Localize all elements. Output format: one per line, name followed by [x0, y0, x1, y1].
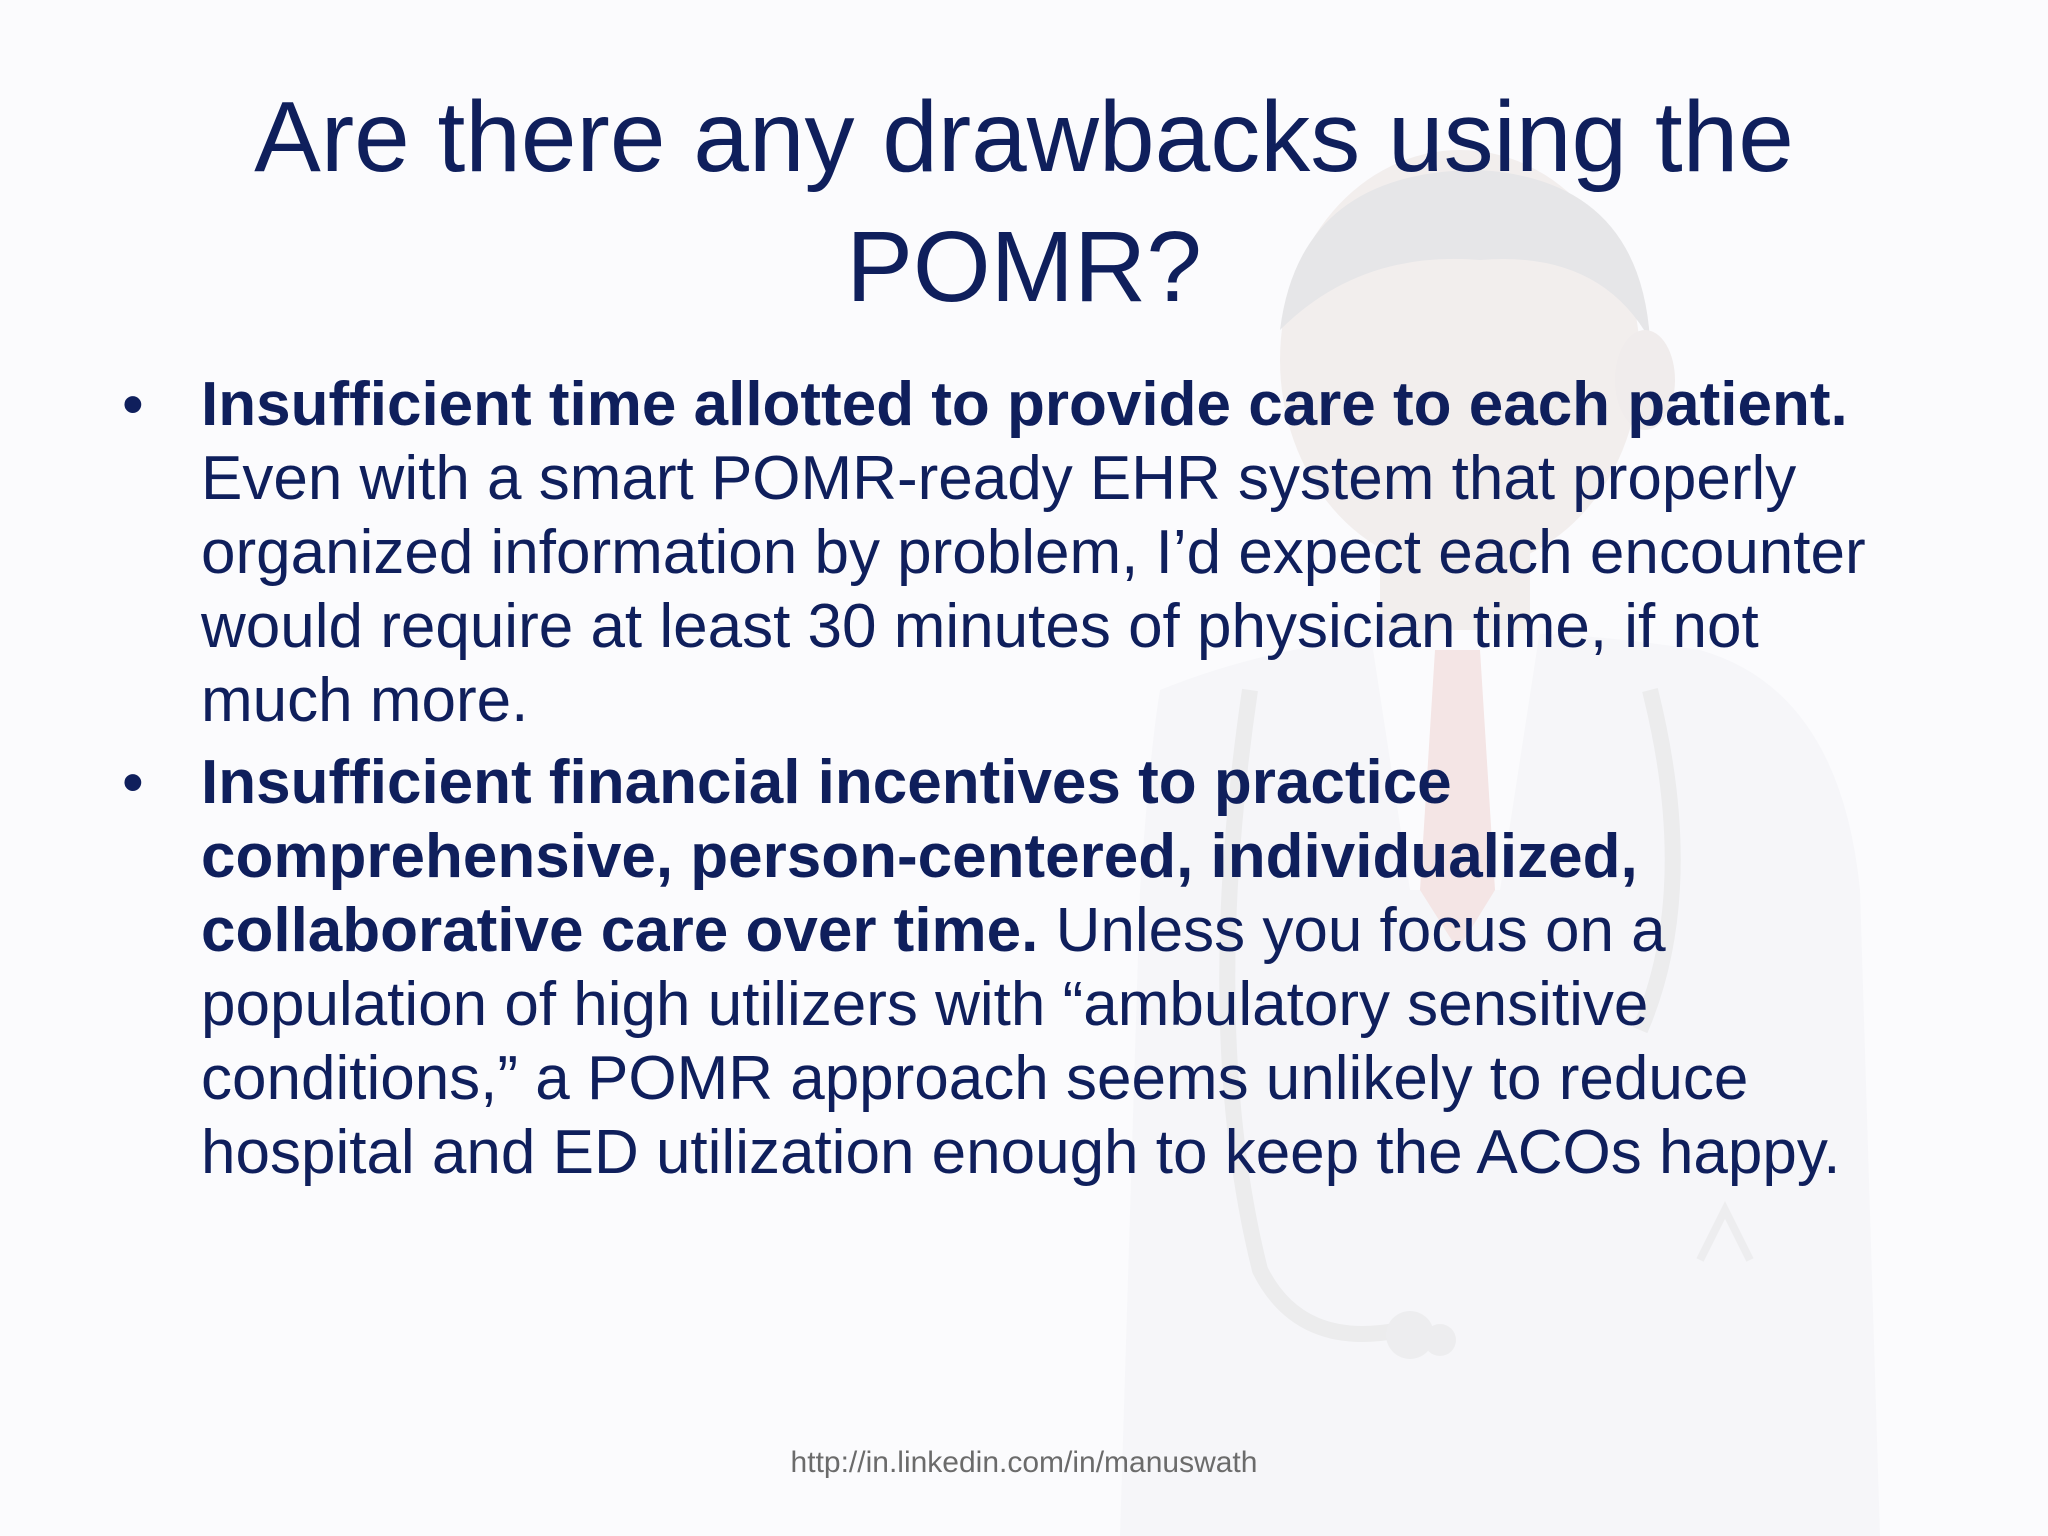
bullet-body: Unless you focus on a population of high utilizers with “ambulatory sensitive conditions,” a POMR approach seems unlikely to reduce hospital and ED utilization enough to keep the ACOs happy. [201, 896, 1841, 1187]
title-line-1: Are there any drawbacks using the [254, 81, 1794, 193]
bullet-heading: Insufficient financial incentives to practice comprehensive, person-centered, individualized, collaborative care over time. [201, 748, 1638, 965]
bullet-marker: • [122, 748, 144, 817]
bullet-item-time [118, 368, 1918, 738]
bullet-item-incentives [118, 746, 1918, 1190]
bullet-list [118, 368, 1918, 1198]
page-title [150, 72, 1898, 332]
bullet-heading: Insufficient time allotted to provide care to each patient. [201, 370, 1848, 439]
bullet-marker: • [122, 370, 144, 439]
footer-url: http://in.linkedin.com/in/manuswath [790, 1446, 1258, 1479]
title-line-2: POMR? [846, 211, 1202, 323]
bullet-body: Even with a smart POMR-ready EHR system that properly organized information by problem, I’d expect each encounter would require at least 30 minutes of physician time, if not much more. [201, 444, 1866, 735]
